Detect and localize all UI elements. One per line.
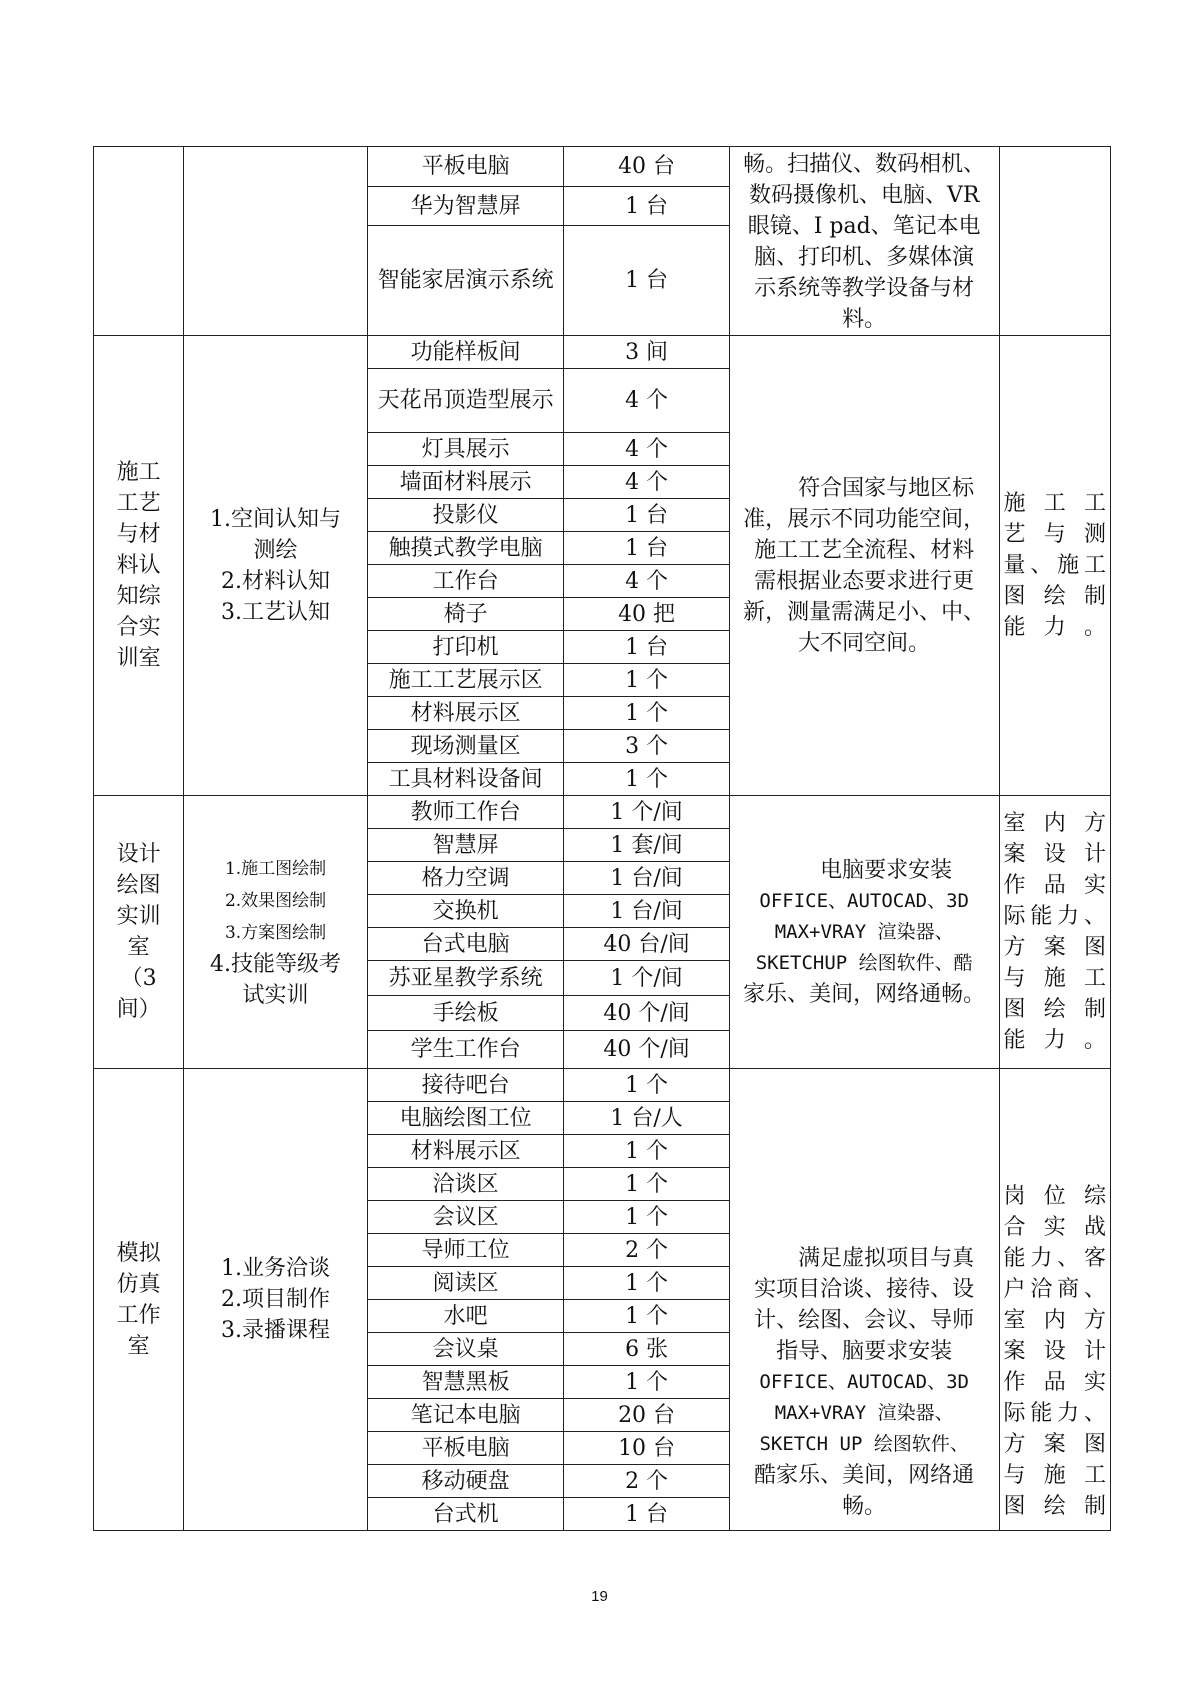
standard-line: MAX+VRAY 渲染器、 [774,920,954,943]
capability-line: 图绘制 [1003,997,1106,1022]
category-line: 合实 [116,615,161,640]
equipment-name: 施工工艺展示区 [367,664,563,697]
task-line: 1.业务洽谈 [221,1256,331,1281]
standard-line: MAX+VRAY 渲染器、 [774,1402,954,1424]
category-cell [94,796,184,1069]
tasks-cell [184,336,368,796]
equipment-name: 打印机 [367,631,563,664]
equipment-qty: 1 个 [564,1300,730,1333]
standard-cell [729,336,999,796]
equipment-qty: 4 个 [564,369,730,433]
equipment-qty: 1 台 [564,532,730,565]
equipment-name: 移动硬盘 [367,1465,563,1498]
capability-line: 能力。 [1003,615,1106,640]
category-line: 间） [116,997,161,1022]
standard-line: 计、绘图、会议、导师 [754,1308,975,1333]
equipment-name: 平板电脑 [367,147,563,187]
equipment-name: 阅读区 [367,1267,563,1300]
capability-line: 作品实 [1003,873,1106,898]
standard-cell [729,1069,999,1531]
equipment-qty: 4 个 [564,433,730,466]
equipment-qty: 2 个 [564,1234,730,1267]
capability-line: 案设计 [1003,842,1106,867]
equipment-qty: 1 台 [564,226,730,336]
equipment-qty: 40 台/间 [564,928,730,961]
equipment-table [93,146,1111,1531]
equipment-name: 智慧屏 [367,829,563,862]
equipment-name: 会议区 [367,1201,563,1234]
task-line: 1.施工图绘制 [224,859,327,879]
standard-line: SKETCH UP 绘图软件、 [759,1433,969,1455]
page-number: 19 [591,1588,608,1605]
equipment-name: 格力空调 [367,862,563,895]
standard-line: 大不同空间。 [798,630,931,656]
category-line: 与材 [116,522,161,547]
equipment-name: 台式电脑 [367,928,563,961]
category-line: 室 [127,935,150,960]
equipment-name: 材料展示区 [367,1135,563,1168]
standard-line: 满足虚拟项目与真 [798,1246,975,1271]
equipment-name: 天花吊顶造型展示 [367,369,563,433]
equipment-qty: 1 台 [564,186,730,226]
standard-line: 实项目洽谈、接待、设 [754,1277,975,1302]
equipment-name: 导师工位 [367,1234,563,1267]
category-line: 施工 [116,460,161,485]
equipment-qty: 3 间 [564,336,730,369]
capability-cell [999,796,1111,1069]
standard-line: 准，展示不同功能空间， [743,506,986,532]
equipment-qty: 1 台 [564,631,730,664]
capability-line: 岗位综 [1003,1184,1106,1209]
equipment-qty: 1 个 [564,664,730,697]
equipment-qty: 6 张 [564,1333,730,1366]
standard-line: 畅。 [842,1494,887,1519]
category-line: 设计 [116,842,161,867]
equipment-name: 工作台 [367,565,563,598]
capability-line: 方案图 [1003,935,1106,960]
equipment-name: 智慧黑板 [367,1366,563,1399]
equipment-name: 灯具展示 [367,433,563,466]
equipment-name: 接待吧台 [367,1069,563,1102]
equipment-qty: 20 台 [564,1399,730,1432]
equipment-qty: 1 个 [564,1069,730,1102]
category-cell [94,147,184,336]
standard-line: 眼镜、I pad、笔记本电 [747,214,981,239]
equipment-qty: 1 套/间 [564,829,730,862]
equipment-name: 投影仪 [367,499,563,532]
standard-line: 料。 [842,307,887,332]
equipment-qty: 1 个 [564,1366,730,1399]
standard-line: OFFICE、AUTOCAD、3D [759,889,969,912]
category-line: 绘图 [116,873,161,898]
equipment-qty: 1 台/间 [564,895,730,928]
equipment-qty: 1 个/间 [564,961,730,996]
capability-cell [999,147,1111,336]
standard-line: SKETCHUP 绘图软件、酷 [755,951,973,974]
category-line: 实训 [116,904,161,929]
category-line: 仿真 [116,1271,161,1297]
equipment-name: 电脑绘图工位 [367,1102,563,1135]
equipment-qty: 1 台 [564,499,730,532]
equipment-name: 华为智慧屏 [367,186,563,226]
capability-line: 方案图 [1003,1432,1106,1457]
equipment-qty: 40 个/间 [564,996,730,1031]
task-line: 4.技能等级考 [210,952,342,977]
equipment-qty: 4 个 [564,466,730,499]
equipment-qty: 1 台/间 [564,862,730,895]
capability-line: 际能力、 [1003,904,1106,929]
capability-line: 能力。 [1003,1028,1106,1053]
standard-line: 家乐、美间，网络通畅。 [743,981,986,1007]
category-line: （3 [120,966,157,991]
equipment-qty: 3 个 [564,730,730,763]
equipment-qty: 1 个 [564,1201,730,1234]
equipment-name: 手绘板 [367,996,563,1031]
equipment-name: 交换机 [367,895,563,928]
tasks-cell [184,1069,368,1531]
equipment-name: 会议桌 [367,1333,563,1366]
equipment-name: 墙面材料展示 [367,466,563,499]
category-line: 模拟 [116,1240,161,1266]
capability-line: 量、施工 [1003,553,1106,578]
equipment-qty: 1 个 [564,1135,730,1168]
equipment-name: 工具材料设备间 [367,763,563,796]
tasks-cell [184,147,368,336]
capability-line: 案设计 [1003,1339,1106,1364]
category-line: 工作 [116,1302,161,1328]
standard-line: 需根据业态要求进行更 [754,568,975,594]
capability-line: 与施工 [1003,966,1106,991]
standard-line: 新，测量需满足小、中、 [743,599,986,625]
standard-cell [729,147,999,336]
capability-line: 与施工 [1003,1463,1106,1488]
task-line: 3.工艺认知 [221,599,331,625]
equipment-qty: 2 个 [564,1465,730,1498]
equipment-name: 现场测量区 [367,730,563,763]
capability-line: 艺与测 [1003,522,1106,547]
equipment-qty: 1 个 [564,1267,730,1300]
equipment-name: 平板电脑 [367,1432,563,1465]
capability-cell [999,1069,1111,1531]
standard-line: 酷家乐、美间，网络通 [754,1463,975,1488]
standard-line: 畅。扫描仪、数码相机、 [743,152,986,177]
category-line: 工艺 [116,491,161,516]
capability-line: 图绘制 [1003,1494,1106,1519]
equipment-qty: 4 个 [564,565,730,598]
standard-line: 示系统等教学设备与材 [754,276,975,301]
capability-line: 图绘制 [1003,584,1106,609]
capability-line: 能力、客 [1003,1246,1106,1271]
task-line: 2.材料认知 [221,568,331,594]
task-line: 1.空间认知与 [210,506,342,532]
standard-line: 施工工艺全流程、材料 [754,537,975,563]
task-line: 3.方案图绘制 [224,923,327,943]
equipment-name: 功能样板间 [367,336,563,369]
equipment-name: 智能家居演示系统 [367,226,563,336]
equipment-qty: 1 个 [564,697,730,730]
capability-cell [999,336,1111,796]
equipment-qty: 40 个/间 [564,1031,730,1069]
standard-line: 符合国家与地区标 [798,475,975,501]
equipment-name: 台式机 [367,1498,563,1531]
equipment-name: 洽谈区 [367,1168,563,1201]
task-line: 2.效果图绘制 [224,891,327,911]
task-line: 测绘 [253,537,298,563]
task-line: 试实训 [242,983,309,1008]
equipment-name: 笔记本电脑 [367,1399,563,1432]
equipment-name: 材料展示区 [367,697,563,730]
standard-line: 指导、脑要求安装 [776,1339,953,1364]
equipment-qty: 1 个 [564,1168,730,1201]
standard-line: 电脑要求安装 [820,857,953,883]
equipment-name: 水吧 [367,1300,563,1333]
category-line: 训室 [116,646,161,671]
equipment-name: 触摸式教学电脑 [367,532,563,565]
category-cell [94,336,184,796]
equipment-name: 学生工作台 [367,1031,563,1069]
standard-cell [729,796,999,1069]
capability-line: 作品实 [1003,1370,1106,1395]
equipment-qty: 40 把 [564,598,730,631]
equipment-qty: 1 个/间 [564,796,730,829]
task-line: 2.项目制作 [221,1287,331,1312]
standard-line: OFFICE、AUTOCAD、3D [759,1371,969,1393]
category-line: 料认 [116,553,161,578]
standard-line: 脑、打印机、多媒体演 [754,245,975,270]
equipment-name: 椅子 [367,598,563,631]
category-cell [94,1069,184,1531]
standard-line: 数码摄像机、电脑、VR [748,183,980,208]
equipment-qty: 10 台 [564,1432,730,1465]
equipment-qty: 1 台/人 [564,1102,730,1135]
capability-line: 际能力、 [1003,1401,1106,1426]
capability-line: 室内方 [1003,811,1106,836]
capability-line: 合实战 [1003,1215,1106,1240]
equipment-qty: 1 个 [564,763,730,796]
capability-line: 室内方 [1003,1308,1106,1333]
category-line: 室 [127,1333,150,1359]
tasks-cell [184,796,368,1069]
capability-line: 户洽商、 [1003,1277,1106,1302]
equipment-qty: 1 台 [564,1498,730,1531]
task-line: 3.录播课程 [221,1318,331,1343]
equipment-name: 苏亚星教学系统 [367,961,563,996]
equipment-qty: 40 台 [564,147,730,187]
category-line: 知综 [116,584,161,609]
equipment-name: 教师工作台 [367,796,563,829]
capability-line: 施工工 [1003,491,1106,516]
